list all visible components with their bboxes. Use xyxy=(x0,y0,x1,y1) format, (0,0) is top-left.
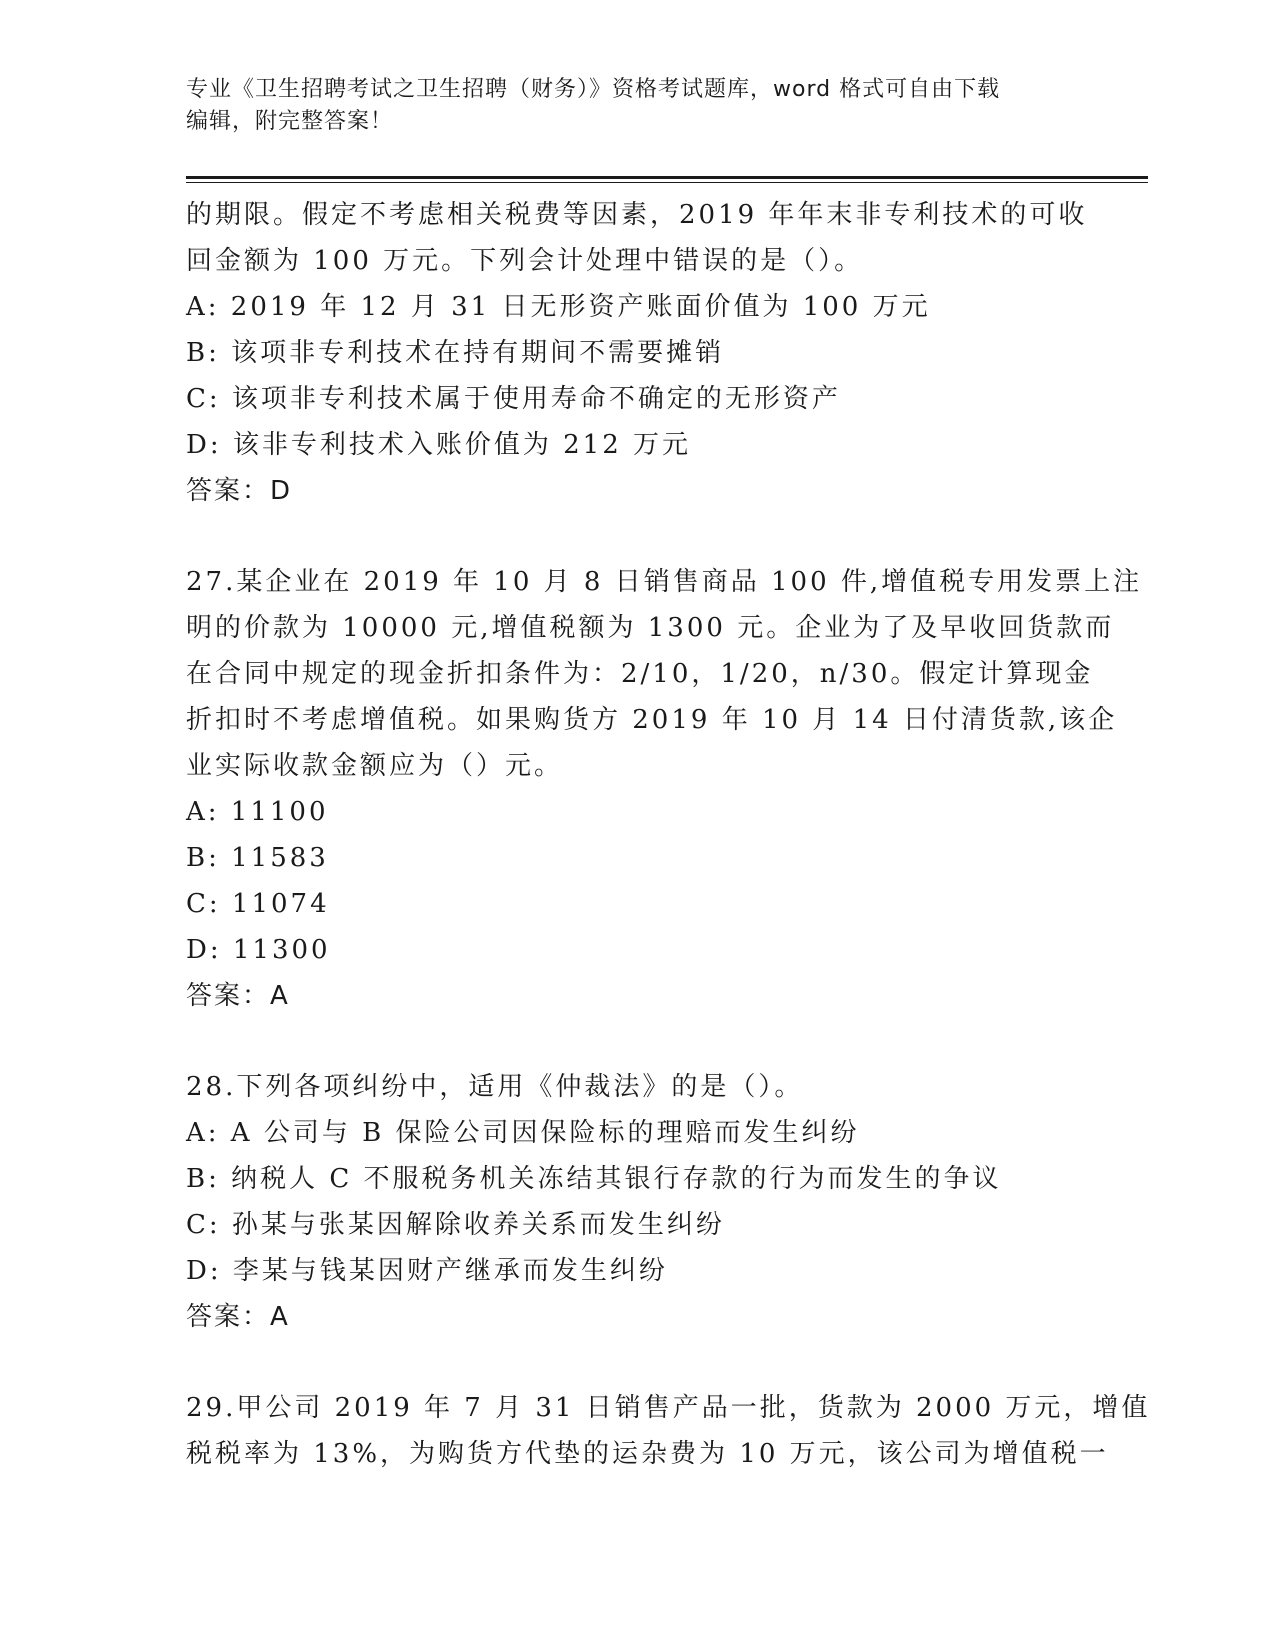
option-c: C: 该项非专利技术属于使用寿命不确定的无形资产 xyxy=(186,384,841,414)
header-line: 编辑，附完整答案！ xyxy=(186,109,394,134)
question-block xyxy=(186,559,1143,1019)
question-block xyxy=(186,1385,1151,1477)
answer-line: 答案：A xyxy=(186,1302,290,1332)
question-stem-line: 回金额为 100 万元。下列会计处理中错误的是（）。 xyxy=(186,246,864,276)
option-b: B: 该项非专利技术在持有期间不需要摊销 xyxy=(186,338,725,368)
option-c: C: 孙某与张某因解除收养关系而发生纠纷 xyxy=(186,1210,725,1240)
page-header xyxy=(186,74,1066,138)
option-a: A: A 公司与 B 保险公司因保险标的理赔而发生纠纷 xyxy=(186,1118,860,1148)
answer-line: 答案：D xyxy=(186,476,293,506)
header-divider-thin xyxy=(186,182,1148,183)
question-block xyxy=(186,1064,1066,1340)
question-stem-line: 明的价款为 10000 元,增值税额为 1300 元。企业为了及早收回货款而 xyxy=(186,613,1115,643)
option-d: D: 该非专利技术入账价值为 212 万元 xyxy=(186,430,692,460)
option-b: B: 11583 xyxy=(186,843,329,873)
question-stem-line: 在合同中规定的现金折扣条件为：2/10，1/20，n/30。假定计算现金 xyxy=(186,659,1094,689)
question-stem-line: 28.下列各项纠纷中，适用《仲裁法》的是（）。 xyxy=(186,1072,804,1102)
question-stem-line: 税税率为 13%，为购货方代垫的运杂费为 10 万元，该公司为增值税一 xyxy=(186,1439,1109,1469)
question-stem-line: 29.甲公司 2019 年 7 月 31 日销售产品一批，货款为 2000 万元，增值 xyxy=(186,1393,1151,1423)
option-d: D: 李某与钱某因财产继承而发生纠纷 xyxy=(186,1256,668,1286)
header-line: 专业《卫生招聘考试之卫生招聘（财务）》资格考试题库，word 格式可自由下载 xyxy=(186,77,1001,102)
option-d: D: 11300 xyxy=(186,935,331,965)
option-a: A: 2019 年 12 月 31 日无形资产账面价值为 100 万元 xyxy=(186,292,931,322)
question-stem-line: 的期限。假定不考虑相关税费等因素，2019 年年末非专利技术的可收 xyxy=(186,200,1088,230)
option-b: B: 纳税人 C 不服税务机关冻结其银行存款的行为而发生的争议 xyxy=(186,1164,1002,1194)
question-stem-line: 业实际收款金额应为（）元。 xyxy=(186,751,564,781)
header-divider xyxy=(186,176,1148,179)
answer-line: 答案：A xyxy=(186,981,290,1011)
option-c: C: 11074 xyxy=(186,889,330,919)
question-list xyxy=(186,192,1151,1477)
question-block xyxy=(186,192,1088,514)
question-stem-line: 27.某企业在 2019 年 10 月 8 日销售商品 100 件,增值税专用发票上注 xyxy=(186,567,1143,597)
option-a: A: 11100 xyxy=(186,797,329,827)
question-stem-line: 折扣时不考虑增值税。如果购货方 2019 年 10 月 14 日付清货款,该企 xyxy=(186,705,1118,735)
